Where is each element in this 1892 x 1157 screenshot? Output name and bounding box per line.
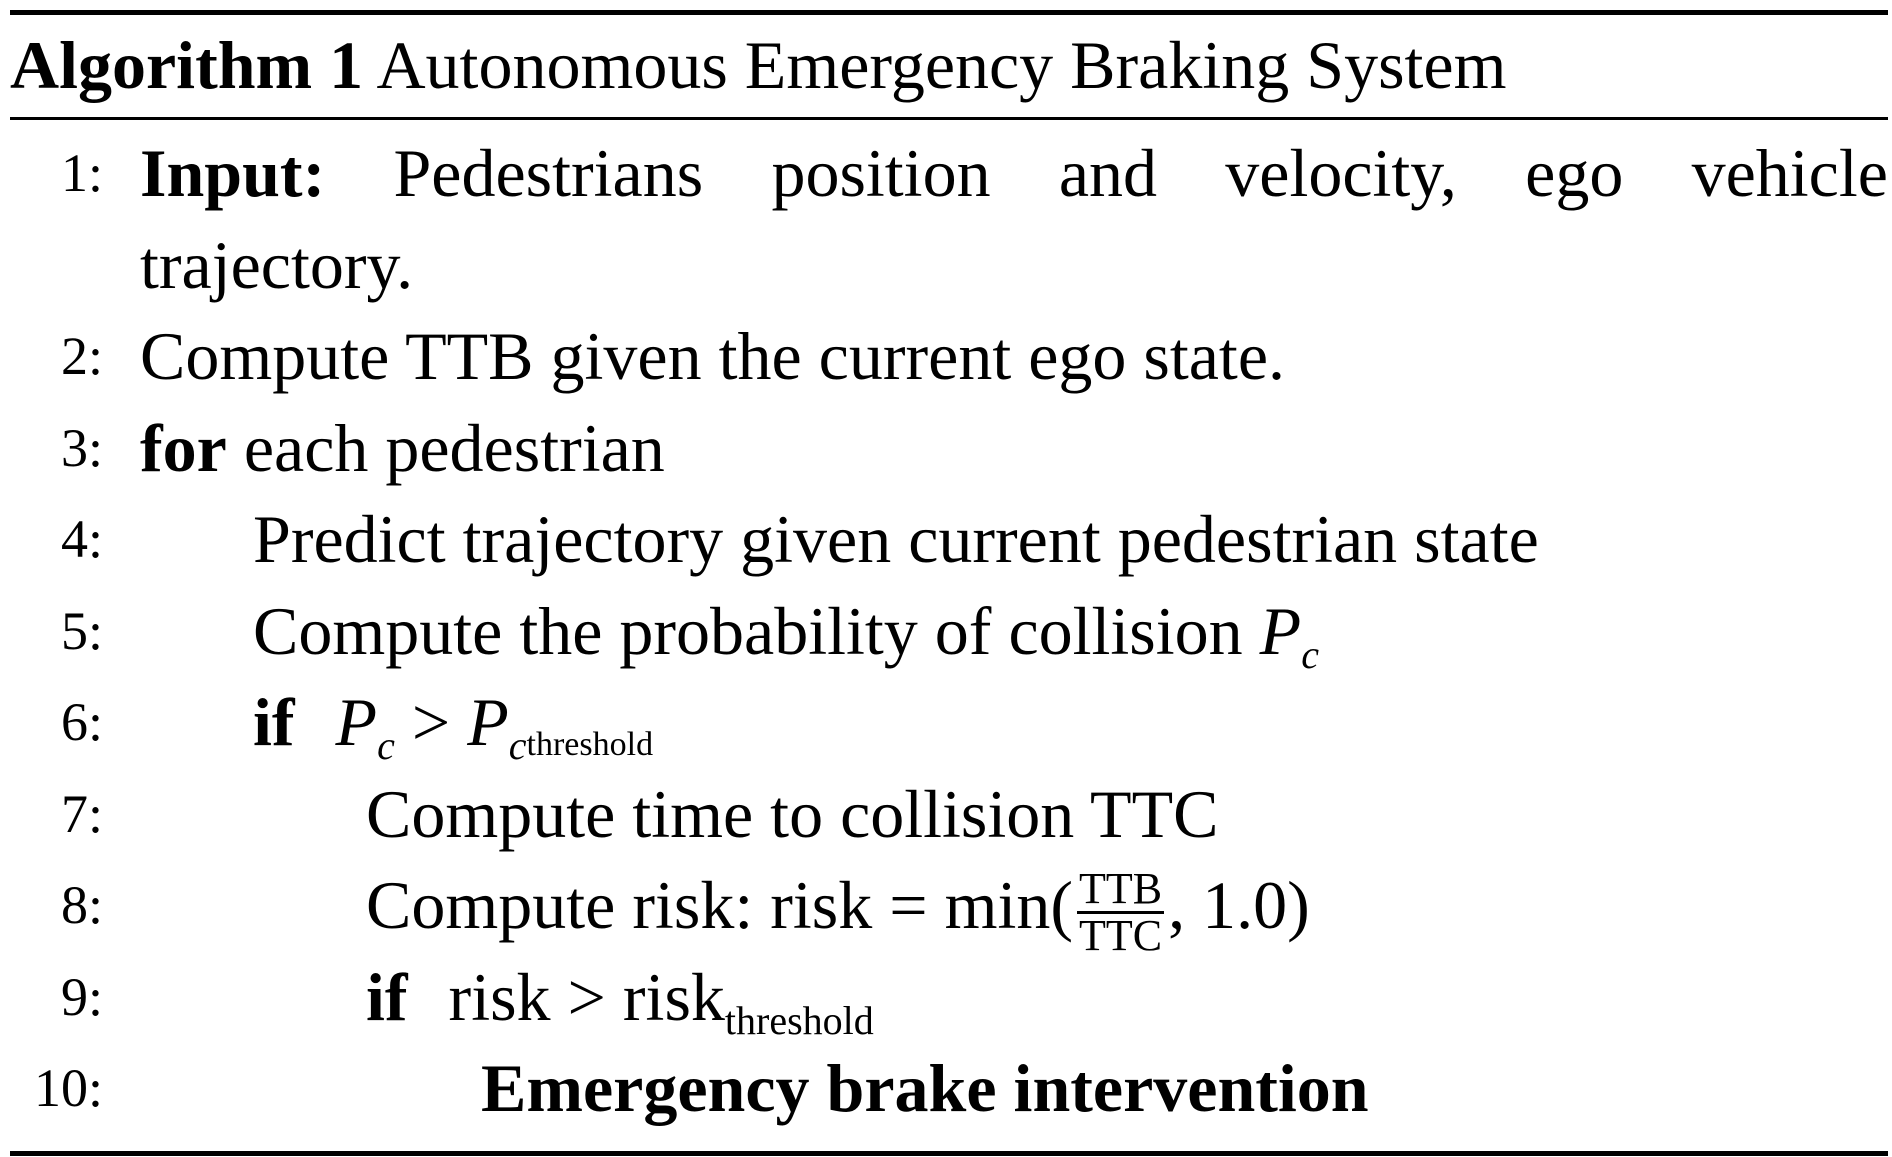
math-variable: P (467, 684, 509, 760)
if-keyword: if (366, 958, 408, 1035)
bottom-rule (10, 1151, 1888, 1156)
algorithm-line-1 (10, 128, 1888, 311)
line-body (366, 860, 1310, 958)
line-body (140, 403, 665, 495)
math-rhs: risk (622, 958, 725, 1035)
line-number: 6: (60, 692, 103, 752)
line-number: 7: (60, 783, 103, 844)
word: vehicle (1691, 135, 1888, 211)
algorithm-line-9 (10, 952, 1888, 1044)
word: ego (1525, 135, 1624, 211)
fraction (1077, 863, 1164, 960)
word: and (1058, 135, 1158, 211)
algorithm-name: Autonomous Emergency Braking System (376, 27, 1507, 103)
line-number: 3: (60, 417, 103, 478)
line-text: Compute TTB given the current ego state. (140, 318, 1286, 394)
math-subscript: threshold (724, 997, 874, 1043)
line-text: Predict trajectory given current pedestrian state (253, 501, 1539, 577)
line-number: 2: (60, 326, 103, 386)
line-continuation: trajectory. (140, 226, 414, 303)
line-number: 4: (60, 509, 103, 569)
line-text: Compute the probability of collision (253, 592, 1243, 669)
fraction-numerator: TTB (1079, 863, 1163, 913)
algorithm-lines (10, 120, 1888, 1135)
math-variable: P (335, 684, 378, 760)
math-operator: > (567, 958, 606, 1035)
line-number: 1: (60, 143, 103, 203)
fraction-denominator: TTC (1079, 910, 1163, 960)
algorithm-line-2 (10, 311, 1888, 403)
algorithm-line-4 (10, 494, 1888, 586)
line-number: 10: (33, 1058, 103, 1118)
algorithm-label: Algorithm 1 (10, 27, 364, 103)
algorithm-line-8 (10, 860, 1888, 960)
math-lhs: risk (448, 958, 551, 1035)
line-tail: , 1.0) (1168, 867, 1310, 943)
math-subscript: c (1301, 631, 1319, 677)
algorithm-line-3 (10, 403, 1888, 495)
line-number: 5: (60, 600, 103, 661)
line-text: Compute time to collision TTC (366, 775, 1219, 852)
math-subscript: c (508, 723, 527, 768)
line-number: 9: (60, 966, 103, 1027)
word: position (771, 135, 991, 211)
math-variable: P (1259, 592, 1302, 669)
algorithm-line-5 (10, 586, 1888, 678)
line-number: 8: (60, 875, 103, 935)
algorithm-line-7 (10, 769, 1888, 861)
line-text: each pedestrian (243, 409, 665, 486)
algorithm-box (10, 10, 1888, 1156)
if-keyword: if (253, 684, 295, 760)
math-subsubscript: threshold (526, 726, 654, 763)
line-body (140, 128, 1888, 311)
algorithm-title (10, 15, 1888, 105)
justified-row (140, 128, 1888, 220)
algorithm-line-10 (10, 1043, 1888, 1135)
emergency-brake-text: Emergency brake intervention (481, 1050, 1369, 1126)
math-operator: > (411, 684, 451, 760)
word: velocity, (1225, 135, 1457, 211)
word: Pedestrians (393, 135, 704, 211)
for-keyword: for (140, 409, 227, 486)
math-subscript: c (377, 723, 395, 768)
algorithm-line-6 (10, 677, 1888, 769)
line-text: Compute risk: risk = min( (366, 867, 1073, 943)
input-keyword: Input: (140, 135, 326, 211)
